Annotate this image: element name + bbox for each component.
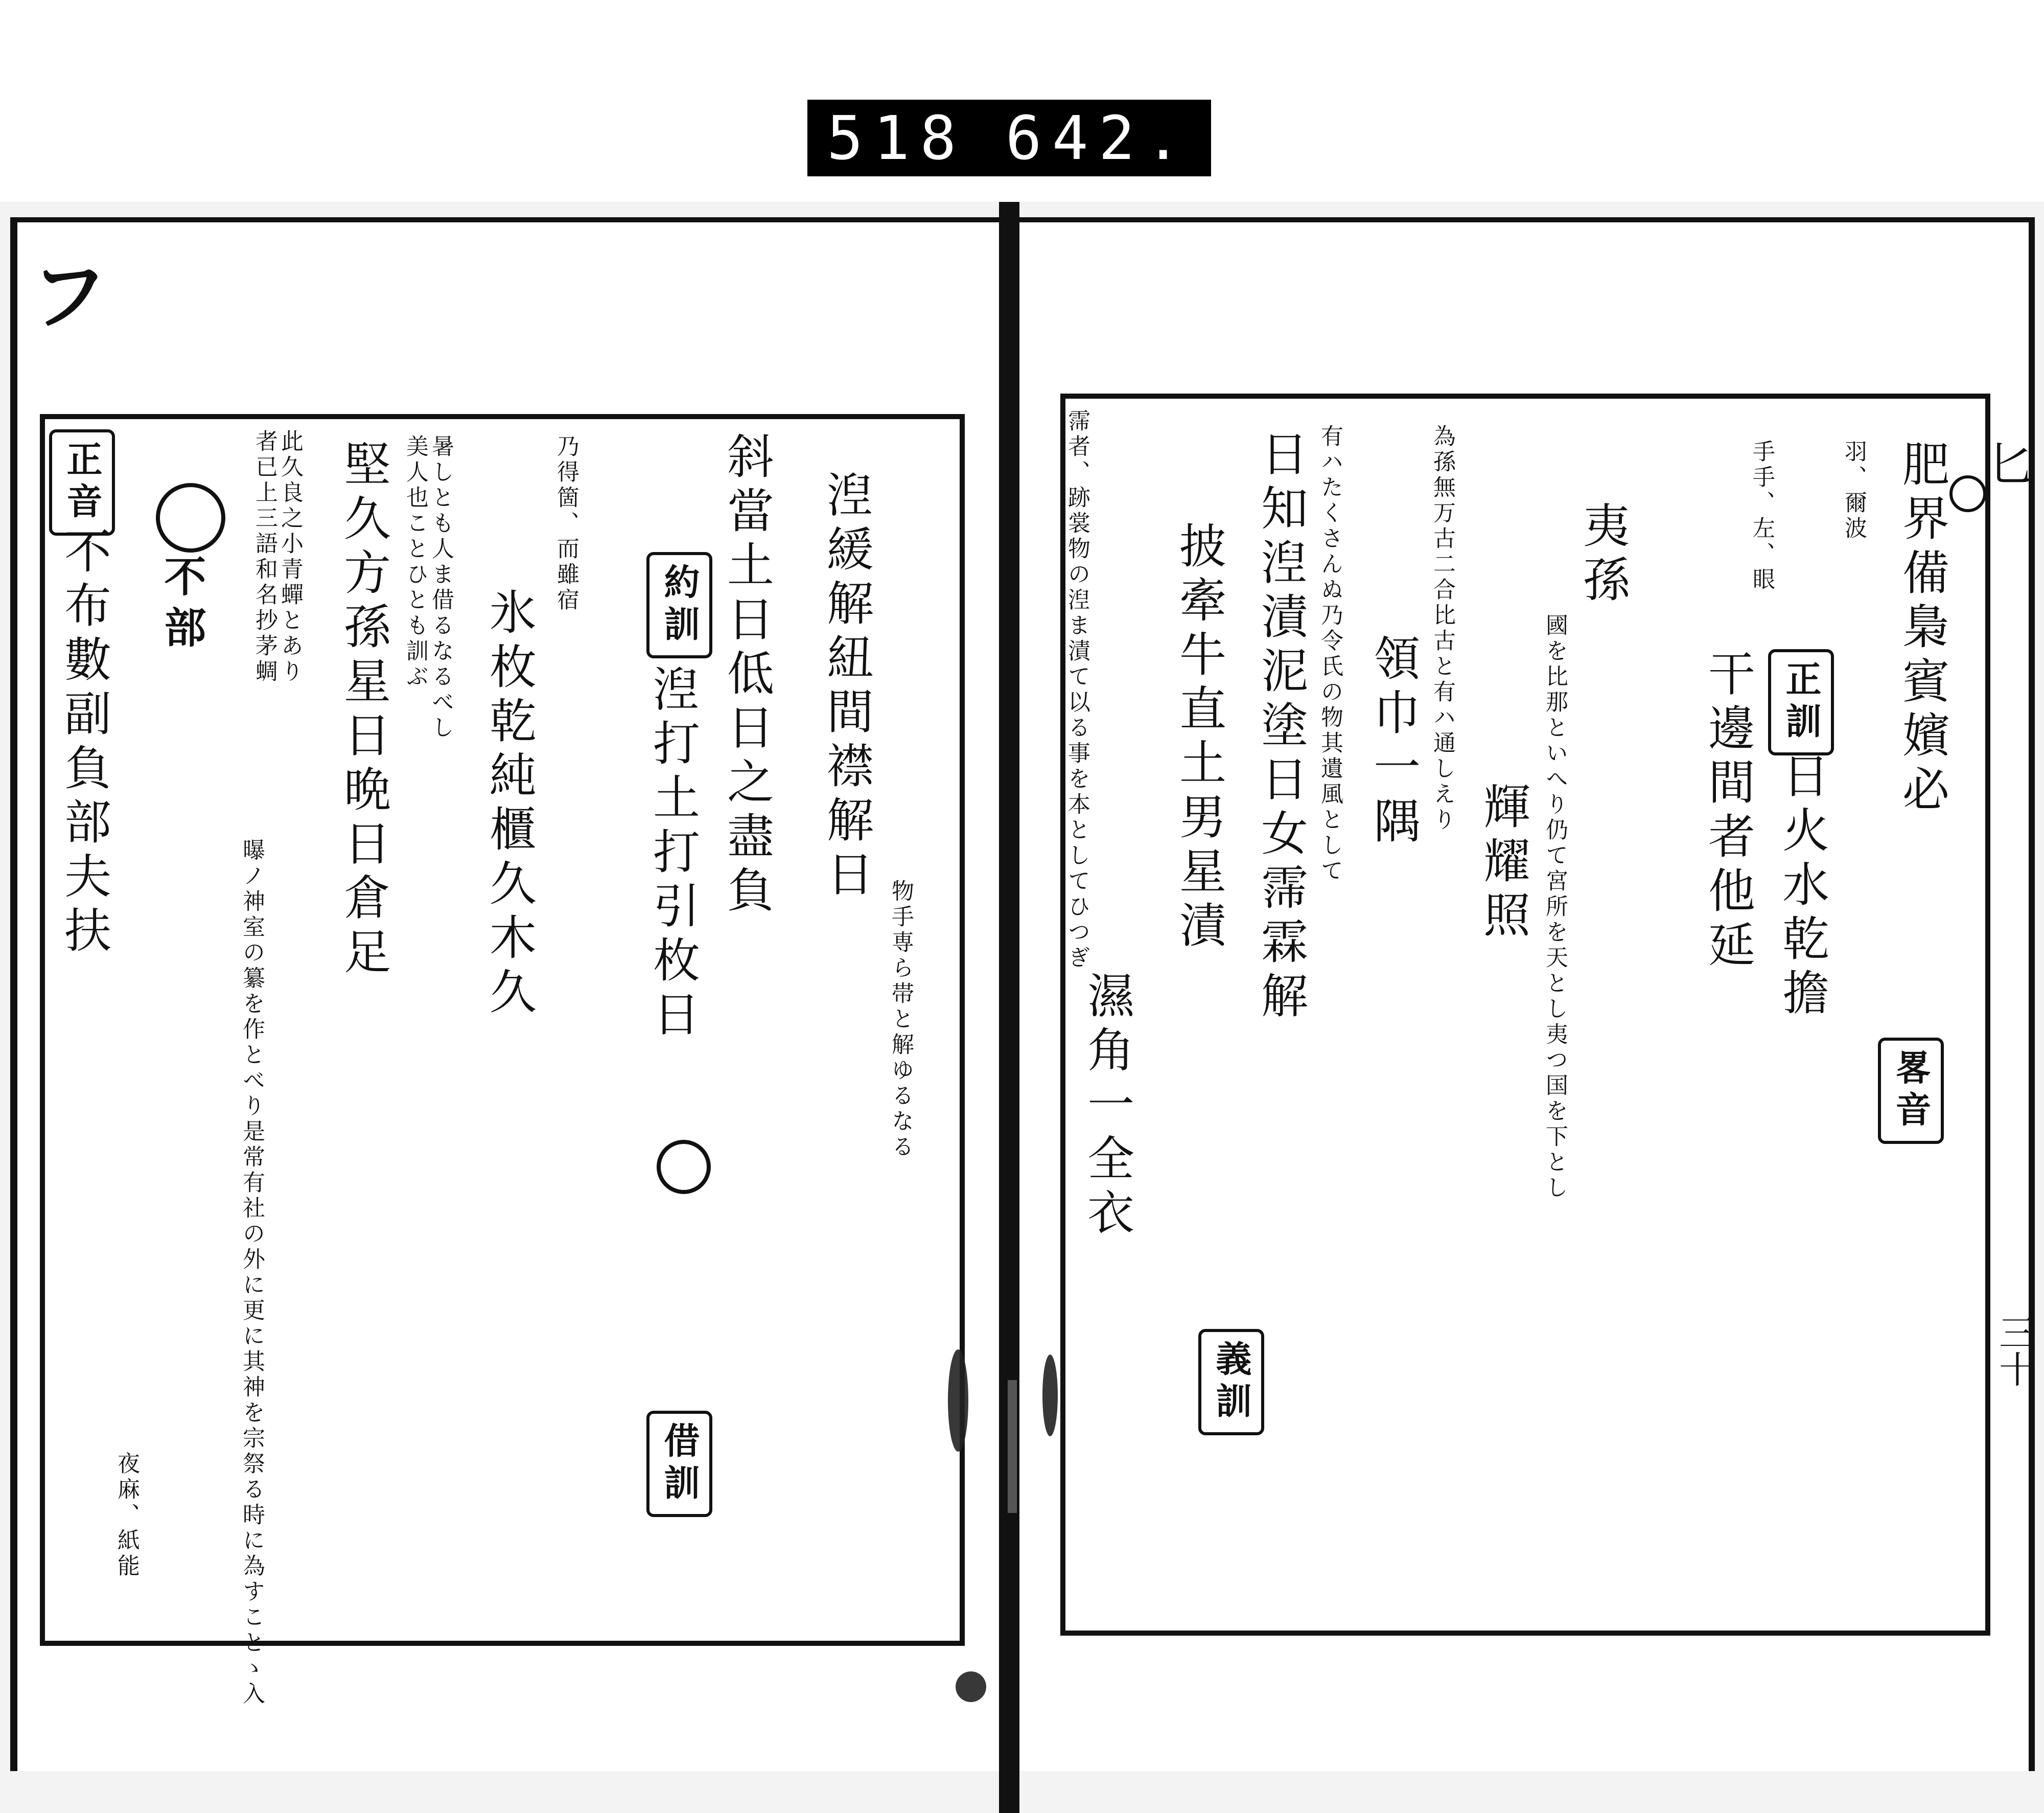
- right-col-entries-9: 濕角一全衣: [1080, 971, 1134, 1242]
- archive-label-left: 518: [827, 103, 967, 173]
- right-col-entries-2: 干邊間者他延: [1701, 649, 1755, 974]
- right-col-note-2: 手手、左、眼: [1749, 440, 1775, 593]
- left-col-note-5: 暑しとも人ま借るなるべし: [428, 434, 454, 741]
- running-head: 匕: [1979, 440, 2033, 486]
- left-col-note-4: 美人也ことひとも訓ぶ: [402, 434, 428, 690]
- tag-yakukun: 約訓: [646, 552, 712, 658]
- left-col-note-8: 曝ノ神室の纂を作とべり是常有社の外に更に其神を宗祭る時に為すことゝ入: [239, 838, 265, 1707]
- left-col-entries-3: 氷枚乾純櫃久木久: [482, 588, 537, 1021]
- right-col-note-4: 為孫無万古二合比古と有ハ通しえり: [1429, 424, 1455, 833]
- left-col-note-6: 乃得箇、而雖宿: [553, 434, 579, 613]
- left-col-note-3: 此久良之小青蟬とあり: [277, 429, 303, 685]
- right-col-entries-8: 披牽牛直土男星漬: [1172, 521, 1226, 955]
- right-col-note-6: 霈者、跡裳物の湼ま漬て以る事を本としてひつぎ: [1064, 409, 1090, 971]
- book-gutter: [999, 202, 1019, 1813]
- scan-smudge: [1042, 1355, 1058, 1436]
- archive-label: [807, 100, 1211, 176]
- right-col-entries-3: 日火水乾擔: [1775, 751, 1829, 1022]
- right-col-entries-1: 肥界備梟賓嬪必: [1895, 440, 1949, 819]
- right-col-note-3: 國を比那といへり仍て宮所を天とし夷つ国を下とし: [1542, 613, 1568, 1201]
- gutter-crease: [1008, 1380, 1017, 1513]
- left-col-entries-6: 湼緩解紐間襟解日: [819, 470, 874, 904]
- tag-ryakuon: 畧音: [1878, 1038, 1944, 1144]
- left-col-entries-5: 湼打土打引枚日: [645, 664, 700, 1044]
- tag-seion: 正音: [49, 429, 115, 536]
- right-col-entries-7: 日知湼漬泥塗日女霈霖解: [1253, 429, 1308, 1025]
- scan-smudge: [948, 1349, 968, 1452]
- left-col-entries-2: 堅久方孫星日晩日倉足: [336, 440, 391, 981]
- right-col-note-1: 羽、爾波: [1841, 440, 1867, 542]
- left-col-note-1: 夜麻、紙能: [113, 1452, 140, 1579]
- page-number: 三十: [1993, 1314, 2036, 1387]
- right-col-entries-4: 夷孫: [1575, 501, 1630, 609]
- tag-seikun: 正訓: [1768, 649, 1834, 755]
- section-heading: 不部: [157, 555, 206, 657]
- corner-mark: フ: [31, 251, 108, 341]
- left-col-note-7: 物手専ら帯と解ゆるなる: [888, 879, 914, 1160]
- scan-smudge: [956, 1671, 986, 1702]
- tag-shakukun: 借訓: [646, 1411, 712, 1517]
- left-col-entries-1: 不布數副負部夫扶: [57, 526, 111, 960]
- left-col-note-2: 者已上三語和名抄茅蜩: [251, 429, 277, 685]
- right-col-entries-5: 輝耀照: [1476, 782, 1530, 945]
- archive-label-right: 642.: [1005, 103, 1192, 173]
- inline-circle-mark: [657, 1140, 711, 1194]
- left-col-entries-4: 斜當土日低日之盡負: [719, 432, 774, 920]
- right-col-note-5: 有ハたくさんぬ乃令氏の物其遺風として: [1317, 424, 1343, 884]
- section-circle-mark: [156, 483, 225, 553]
- running-head-circle: [1949, 475, 1986, 512]
- right-col-entries-6: 領巾一隅: [1366, 634, 1421, 851]
- tag-gikun: 義訓: [1198, 1329, 1264, 1435]
